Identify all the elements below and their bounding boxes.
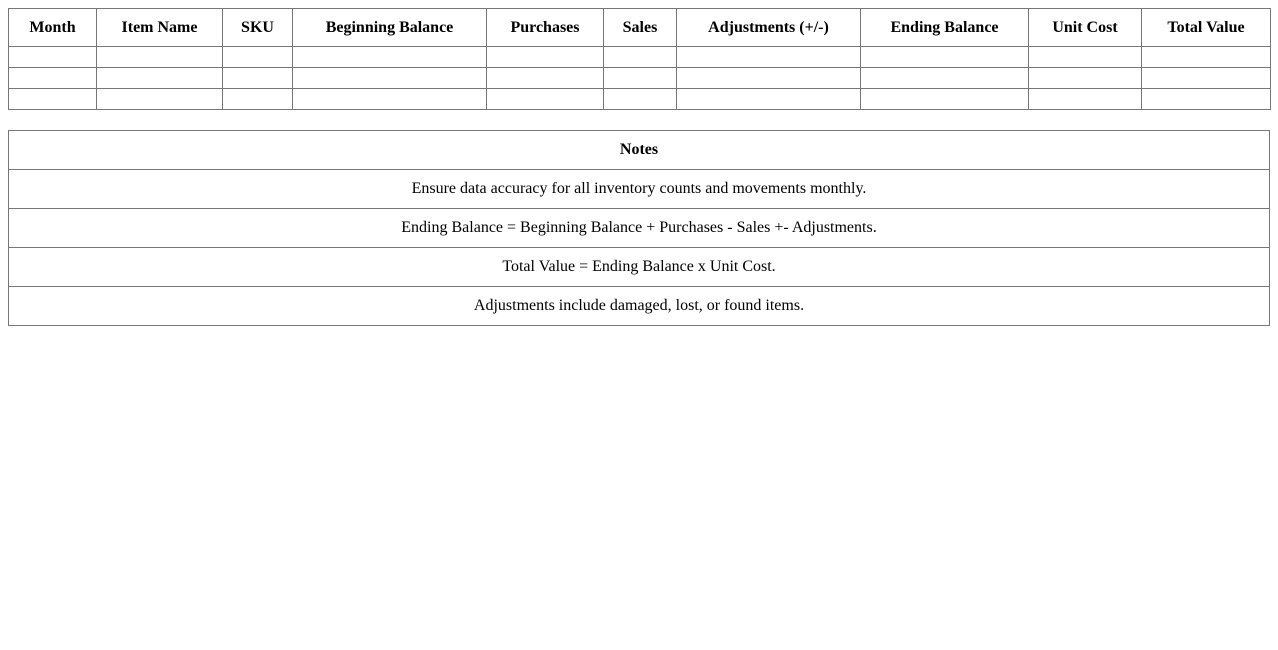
table-cell[interactable] [223, 68, 293, 89]
table-cell[interactable] [861, 47, 1029, 68]
column-header-beginning-balance: Beginning Balance [293, 9, 487, 47]
table-cell[interactable] [97, 68, 223, 89]
table-cell[interactable] [9, 47, 97, 68]
table-cell[interactable] [677, 47, 861, 68]
table-cell[interactable] [604, 68, 677, 89]
column-header-month: Month [9, 9, 97, 47]
table-cell[interactable] [487, 68, 604, 89]
note-text: Ensure data accuracy for all inventory counts and movements monthly. [9, 170, 1270, 209]
notes-header: Notes [9, 131, 1270, 170]
column-header-item-name: Item Name [97, 9, 223, 47]
column-header-ending-balance: Ending Balance [861, 9, 1029, 47]
inventory-table [8, 8, 1271, 110]
table-cell[interactable] [223, 89, 293, 110]
table-row [9, 47, 1271, 68]
note-text: Adjustments include damaged, lost, or found items. [9, 287, 1270, 326]
column-header-sales: Sales [604, 9, 677, 47]
table-cell[interactable] [9, 68, 97, 89]
note-text: Total Value = Ending Balance x Unit Cost. [9, 248, 1270, 287]
table-row [9, 89, 1271, 110]
table-cell[interactable] [861, 89, 1029, 110]
table-cell[interactable] [293, 68, 487, 89]
table-cell[interactable] [97, 89, 223, 110]
table-cell[interactable] [487, 47, 604, 68]
note-text: Ending Balance = Beginning Balance + Purchases - Sales +- Adjustments. [9, 209, 1270, 248]
table-cell[interactable] [223, 47, 293, 68]
notes-table [8, 130, 1270, 326]
table-header-row [9, 9, 1271, 47]
column-header-purchases: Purchases [487, 9, 604, 47]
table-cell[interactable] [97, 47, 223, 68]
column-header-adjustments: Adjustments (+/-) [677, 9, 861, 47]
table-cell[interactable] [861, 68, 1029, 89]
table-cell[interactable] [1029, 89, 1142, 110]
notes-row [9, 209, 1270, 248]
table-cell[interactable] [487, 89, 604, 110]
table-row [9, 68, 1271, 89]
table-cell[interactable] [677, 89, 861, 110]
table-cell[interactable] [677, 68, 861, 89]
table-cell[interactable] [1142, 47, 1271, 68]
table-cell[interactable] [1029, 47, 1142, 68]
column-header-sku: SKU [223, 9, 293, 47]
notes-header-row [9, 131, 1270, 170]
column-header-total-value: Total Value [1142, 9, 1271, 47]
table-cell[interactable] [604, 47, 677, 68]
notes-row [9, 170, 1270, 209]
table-cell[interactable] [604, 89, 677, 110]
table-cell[interactable] [9, 89, 97, 110]
table-cell[interactable] [1142, 89, 1271, 110]
notes-row [9, 287, 1270, 326]
table-cell[interactable] [293, 47, 487, 68]
table-cell[interactable] [1142, 68, 1271, 89]
table-cell[interactable] [293, 89, 487, 110]
table-cell[interactable] [1029, 68, 1142, 89]
column-header-unit-cost: Unit Cost [1029, 9, 1142, 47]
notes-row [9, 248, 1270, 287]
